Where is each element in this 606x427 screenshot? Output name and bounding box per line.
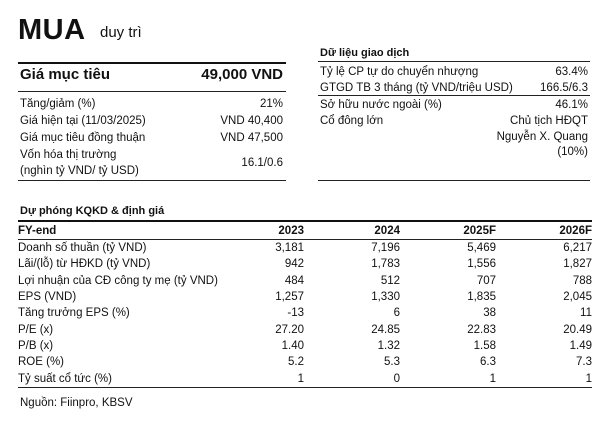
foreign-ownership-label: Sở hữu nước ngoài (%)	[320, 99, 442, 111]
consensus-price-label: Giá mục tiêu đồng thuận	[20, 132, 146, 144]
cell-value: 22.83	[467, 323, 496, 336]
column-header: 2024	[304, 222, 400, 240]
column-header: 2025F	[400, 222, 496, 240]
target-bottom-rule	[18, 91, 286, 92]
trading-top-rule	[318, 61, 590, 62]
upside-value: 21%	[259, 98, 283, 110]
cell-value: 5.2	[288, 356, 304, 369]
cell-value: -13	[287, 307, 304, 320]
table-row	[18, 354, 592, 370]
table-row	[18, 240, 592, 257]
cell-value: 1,556	[467, 258, 496, 271]
cell-value: 5,469	[467, 242, 496, 255]
current-price-label: Giá hiện tại (11/03/2025)	[20, 115, 146, 127]
cell-value: 20.49	[563, 323, 592, 336]
table-row	[18, 370, 592, 387]
row-label: EPS (VND)	[18, 291, 77, 304]
cell-value: 1.40	[281, 339, 304, 352]
market-cap-value: 16.1/0.6	[241, 157, 283, 169]
cell-value: 7,196	[371, 242, 400, 255]
cell-value: 1	[218, 370, 304, 387]
table-row	[18, 256, 592, 272]
rating-label: MUA	[18, 14, 86, 46]
current-price-value: VND 40,400	[220, 115, 283, 127]
row-label: Tăng trưởng EPS (%)	[18, 307, 130, 320]
table-row	[18, 289, 592, 305]
table-row	[18, 305, 592, 321]
cell-value: 1.49	[569, 339, 592, 352]
cell-value: 5.3	[384, 356, 400, 369]
column-header: 2026F	[496, 222, 592, 240]
target-top-rule	[18, 62, 286, 64]
cell-value: 6.3	[480, 356, 496, 369]
column-header: FY-end	[18, 222, 218, 240]
row-label: Tỷ suất cổ tức (%)	[18, 370, 218, 387]
cell-value: 1,330	[371, 291, 400, 304]
rating-subtitle: duy trì	[100, 24, 142, 41]
cell-value: 788	[572, 274, 592, 287]
cell-value: 3,181	[275, 242, 304, 255]
row-label: ROE (%)	[18, 356, 64, 369]
cell-value: 1.32	[377, 339, 400, 352]
cell-value: 1,257	[275, 291, 304, 304]
cell-value: 1,827	[563, 258, 592, 271]
left-bottom-rule	[18, 180, 286, 181]
free-float-label: Tỷ lệ CP tự do chuyển nhượng	[320, 66, 479, 78]
cell-value: 7.3	[576, 356, 592, 369]
cell-value: 1	[496, 370, 592, 387]
table-row	[18, 338, 592, 354]
market-cap-label-line2: (nghìn tỷ VND/ tỷ USD)	[20, 165, 139, 177]
trading-data-title: Dữ liệu giao dịch	[320, 47, 410, 59]
row-label: Lợi nhuận của CĐ công ty mẹ (tỷ VND)	[18, 274, 218, 287]
avg-trading-value-value: 166.5/6.3	[540, 82, 588, 94]
cell-value: 24.85	[371, 323, 400, 336]
column-header: 2023	[218, 222, 304, 240]
trading-bottom-rule	[318, 180, 590, 181]
cell-value: 1,835	[467, 291, 496, 304]
cell-value: 707	[476, 274, 496, 287]
cell-value: 1,783	[371, 258, 400, 271]
table-row	[18, 273, 592, 289]
forecast-title: Dự phóng KQKD & định giá	[20, 205, 165, 217]
cell-value: 942	[284, 258, 304, 271]
cell-value: 2,045	[563, 291, 592, 304]
forecast-header-row	[18, 222, 592, 240]
cell-value: 6	[393, 307, 400, 320]
row-label: Doanh số thuần (tỷ VND)	[18, 242, 147, 255]
major-holder-line1: Chủ tịch HĐQT	[510, 115, 588, 127]
cell-value: 484	[284, 274, 304, 287]
row-label: Lãi/(lỗ) từ HĐKD (tỷ VND)	[18, 258, 151, 271]
forecast-table	[18, 222, 592, 388]
cell-value: 11	[580, 307, 592, 320]
target-price-label: Giá mục tiêu	[20, 66, 111, 83]
cell-value: 1	[400, 370, 496, 387]
major-holder-line2: Nguyễn X. Quang	[496, 131, 588, 143]
cell-value: 512	[380, 274, 400, 287]
avg-trading-value-label: GTGD TB 3 tháng (tỷ VND/triệu USD)	[320, 82, 513, 94]
cell-value: 0	[304, 370, 400, 387]
upside-label: Tăng/giảm (%)	[20, 98, 96, 110]
row-label: P/B (x)	[18, 339, 54, 352]
trading-mid-rule	[318, 95, 590, 96]
target-price-value: 49,000 VND	[201, 66, 283, 83]
free-float-value: 63.4%	[555, 66, 588, 78]
major-holder-line3: (10%)	[557, 146, 588, 158]
source-note: Nguồn: Fiinpro, KBSV	[20, 397, 133, 409]
consensus-price-value: VND 47,500	[220, 132, 283, 144]
cell-value: 6,217	[563, 242, 592, 255]
row-label: P/E (x)	[18, 323, 54, 336]
foreign-ownership-value: 46.1%	[555, 99, 588, 111]
market-cap-label-line1: Vốn hóa thị trường	[20, 149, 117, 161]
cell-value: 38	[483, 307, 496, 320]
cell-value: 27.20	[275, 323, 304, 336]
cell-value: 1.58	[473, 339, 496, 352]
major-holder-label: Cổ đông lớn	[320, 115, 384, 127]
table-row	[18, 321, 592, 337]
